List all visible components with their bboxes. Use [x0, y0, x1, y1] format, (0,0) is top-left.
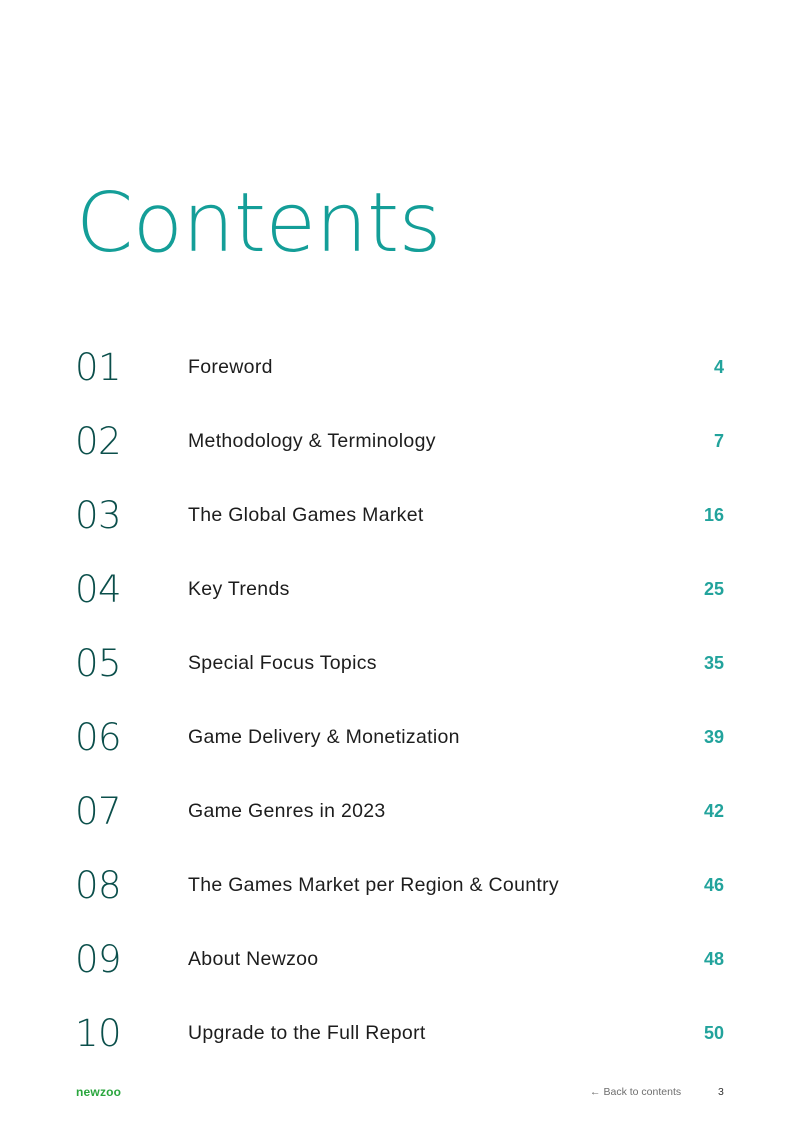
- toc-label: Methodology & Terminology: [188, 430, 436, 452]
- toc-label: The Global Games Market: [188, 504, 424, 526]
- toc-label: Special Focus Topics: [188, 652, 377, 674]
- toc-page-number: 25: [703, 579, 724, 599]
- toc-item-methodology[interactable]: [0, 406, 800, 480]
- toc-page-number: 16: [703, 505, 724, 525]
- toc-page-number: 42: [703, 801, 724, 821]
- toc-item-game-genres[interactable]: [0, 776, 800, 850]
- toc-label: Game Genres in 2023: [188, 800, 386, 822]
- toc-page-number: 50: [703, 1023, 724, 1043]
- toc-page-number: 39: [703, 727, 724, 747]
- toc-label: Foreword: [188, 356, 273, 378]
- toc-item-upgrade[interactable]: [0, 998, 800, 1072]
- toc-item-game-delivery[interactable]: [0, 702, 800, 776]
- toc-page-number: 4: [713, 357, 724, 377]
- toc-number: 10: [75, 1012, 122, 1055]
- toc-item-foreword[interactable]: [0, 332, 800, 406]
- back-to-contents-link[interactable]: [590, 1086, 681, 1098]
- toc-number: 08: [75, 864, 122, 907]
- toc-item-region-country[interactable]: [0, 850, 800, 924]
- toc-item-about-newzoo[interactable]: [0, 924, 800, 998]
- toc-number: 07: [75, 790, 122, 833]
- toc-page-number: 48: [703, 949, 724, 969]
- toc-page-number: 46: [703, 875, 724, 895]
- toc-number: 06: [75, 716, 122, 759]
- toc-number: 05: [75, 642, 122, 685]
- toc-label: The Games Market per Region & Country: [188, 874, 559, 896]
- toc-number: 04: [75, 568, 122, 611]
- toc-item-key-trends[interactable]: [0, 554, 800, 628]
- arrow-left-icon: ←: [590, 1086, 601, 1098]
- newzoo-logo: newzoo: [76, 1085, 122, 1099]
- page-number: 3: [718, 1086, 724, 1098]
- page-title: Contents: [76, 175, 441, 271]
- toc-item-special-focus[interactable]: [0, 628, 800, 702]
- toc-number: 01: [75, 346, 122, 389]
- toc-label: Key Trends: [188, 578, 290, 600]
- toc-label: About Newzoo: [188, 948, 319, 970]
- toc-label: Upgrade to the Full Report: [188, 1022, 426, 1044]
- toc-page-number: 7: [713, 431, 724, 451]
- toc-number: 02: [75, 420, 122, 463]
- toc-number: 03: [75, 494, 122, 537]
- toc-number: 09: [75, 938, 122, 981]
- toc-item-global-games-market[interactable]: [0, 480, 800, 554]
- back-to-contents-label: Back to contents: [603, 1086, 682, 1098]
- toc-label: Game Delivery & Monetization: [188, 726, 460, 748]
- toc-page-number: 35: [703, 653, 724, 673]
